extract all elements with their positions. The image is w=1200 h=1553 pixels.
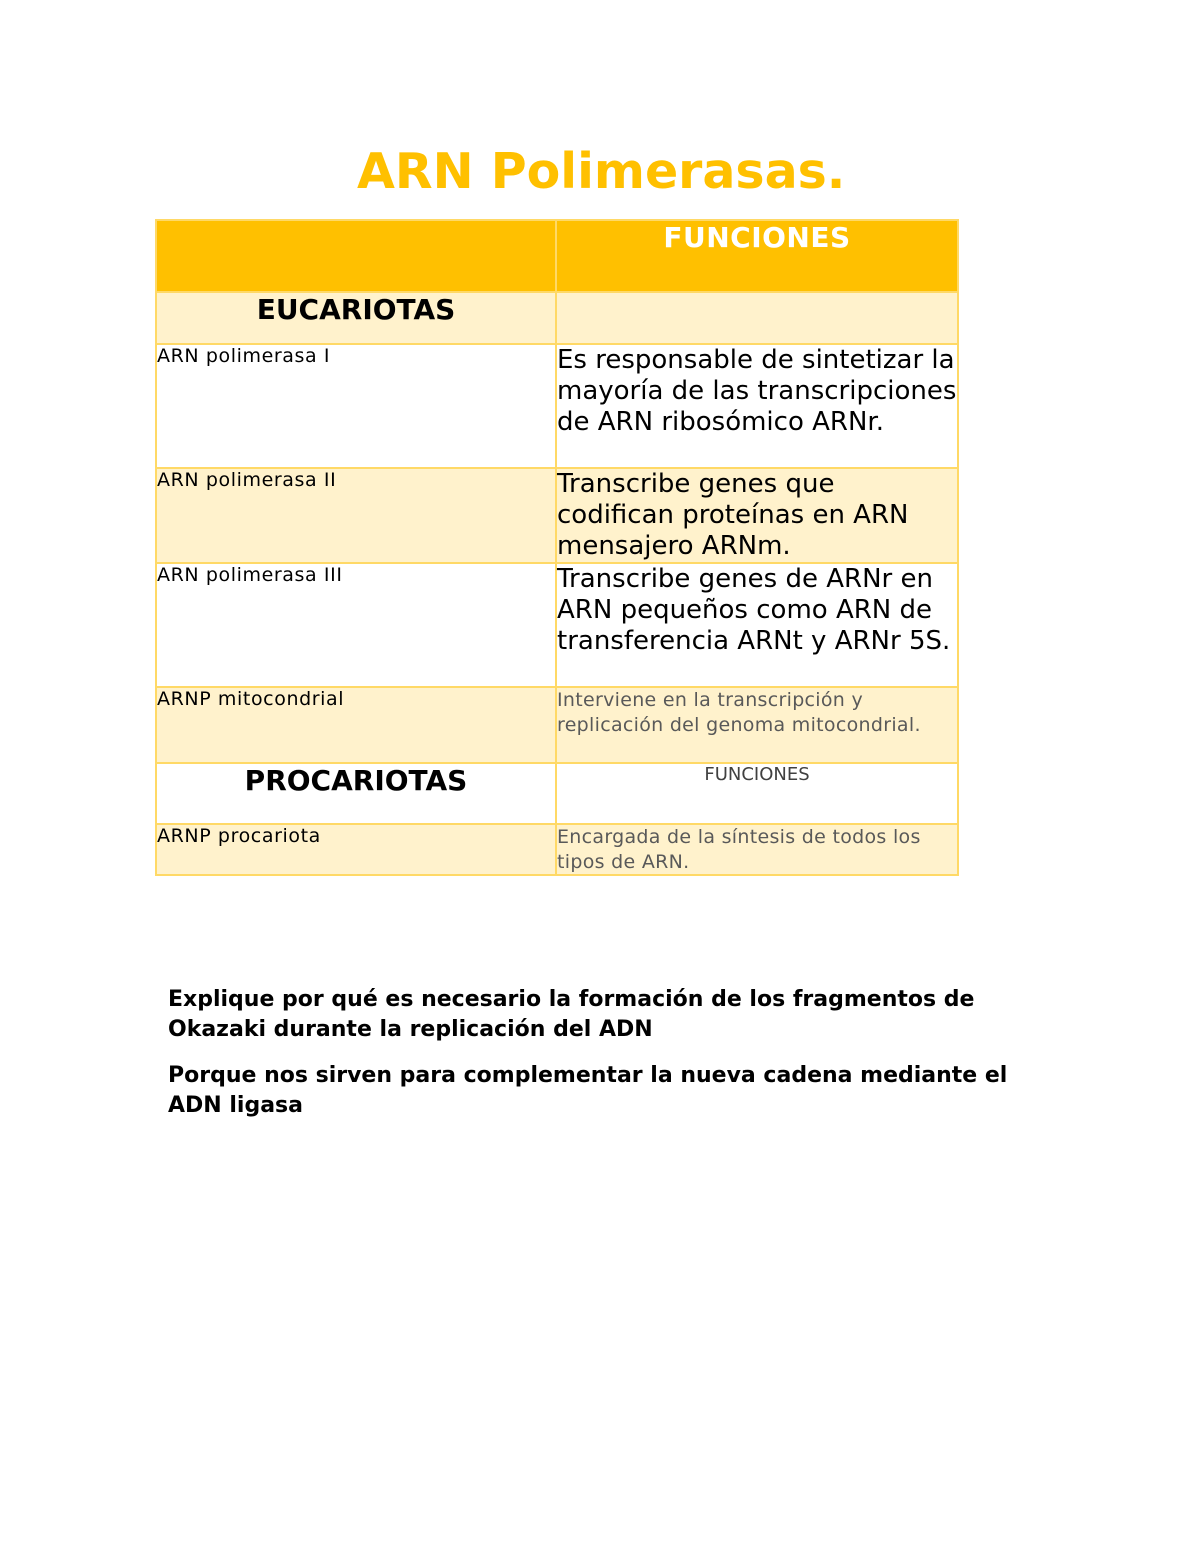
eucariotas-section-row <box>156 292 958 344</box>
answer-text: Porque nos sirven para complementar la nueva cadena mediante el ADN ligasa <box>168 1063 1008 1118</box>
procariotas-funciones-header: FUNCIONES <box>556 763 958 824</box>
procariotas-section-row <box>156 763 958 824</box>
polymerase-function: Interviene en la transcripción y replicación del genoma mitocondrial. <box>556 687 958 763</box>
table-row <box>156 824 958 875</box>
polymerase-name: ARN polimerasa II <box>156 468 556 563</box>
polymerase-function: Es responsable de sintetizar la mayoría de las transcripciones de ARN ribosómico ARNr. <box>556 344 958 468</box>
page-title: ARN Polimerasas. <box>357 143 846 200</box>
polymerase-name: ARN polimerasa III <box>156 563 556 687</box>
table-row <box>156 468 958 563</box>
polymerase-name: ARNP mitocondrial <box>156 687 556 763</box>
table-header-row <box>156 220 958 292</box>
question-text: Explique por qué es necesario la formación de los fragmentos de Okazaki durante la replicación del ADN <box>168 987 975 1042</box>
polymerase-table <box>155 219 959 876</box>
polymerase-name: ARN polimerasa I <box>156 344 556 468</box>
header-empty-cell <box>156 220 556 292</box>
section-procariotas: PROCARIOTAS <box>156 763 556 824</box>
empty-cell <box>556 292 958 344</box>
table-row <box>156 687 958 763</box>
polymerase-function: Encargada de la síntesis de todos los tipos de ARN. <box>556 824 958 875</box>
polymerase-function: Transcribe genes de ARNr en ARN pequeños como ARN de transferencia ARNt y ARNr 5S. <box>556 563 958 687</box>
table-row <box>156 344 958 468</box>
section-eucariotas: EUCARIOTAS <box>156 292 556 344</box>
header-funciones: FUNCIONES <box>556 220 958 292</box>
polymerase-name: ARNP procariota <box>156 824 556 875</box>
table-row <box>156 563 958 687</box>
polymerase-function: Transcribe genes que codifican proteínas en ARN mensajero ARNm. <box>556 468 958 563</box>
